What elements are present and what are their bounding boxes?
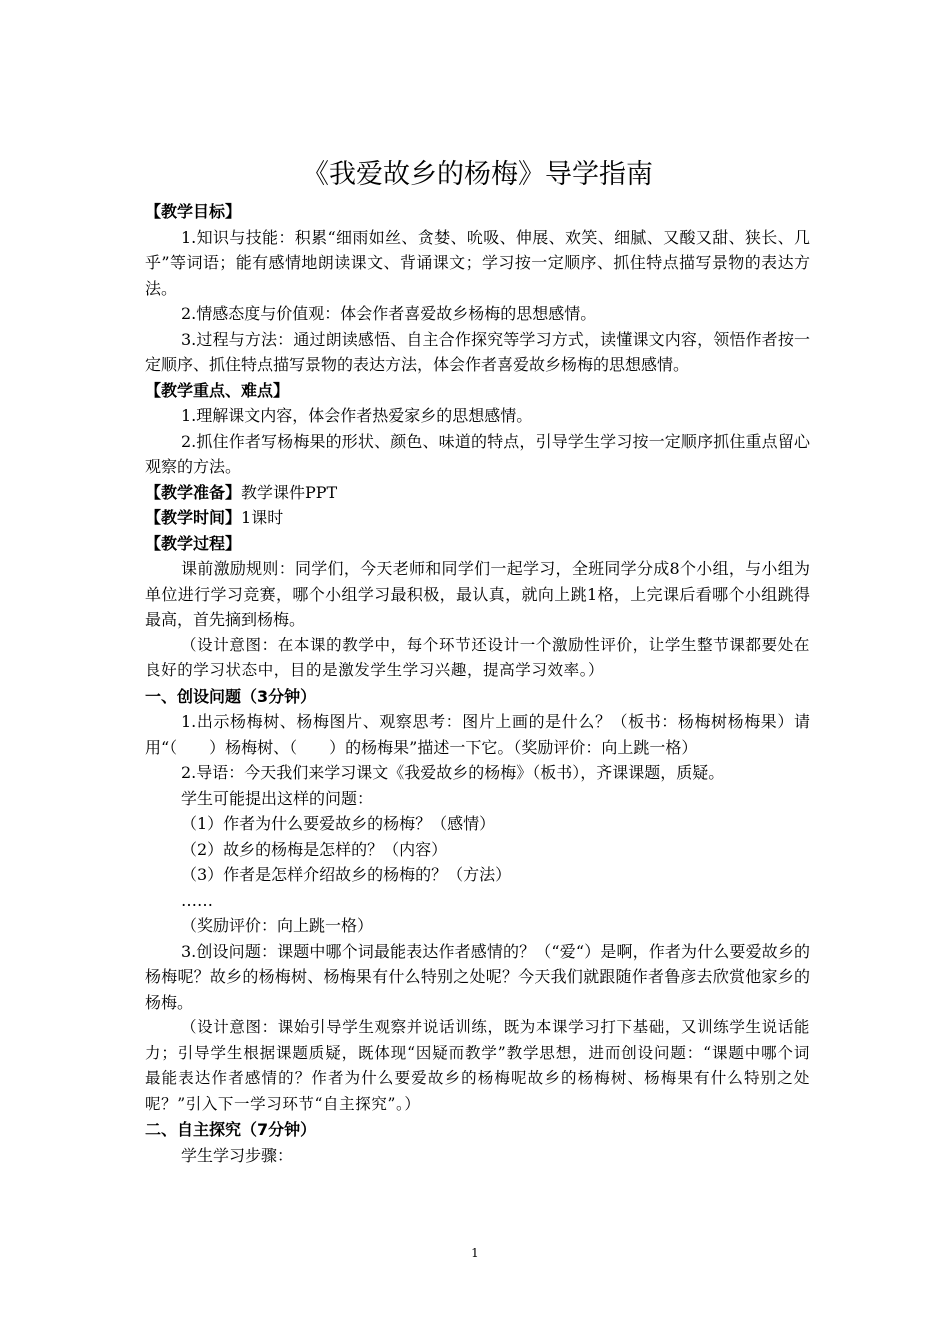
body-paragraph: 学生可能提出这样的问题： [181,788,374,808]
body-paragraph: 3.过程与方法：通过朗读感悟、自主合作探究等学习方式，读懂课文内容，领悟作者按一定顺序、抓住特点描写景物的表达方法，体会作者喜爱故乡杨梅的思想感情。 [145,329,810,374]
section-heading: 【教学目标】 [145,202,242,221]
body-paragraph: 3.创设问题：课题中哪个词最能表达作者感情的？（“爱“）是啊，作者为什么要爱故乡的杨梅呢？故乡的杨梅树、杨梅果有什么特别之处呢？今天我们就跟随作者鲁彦去欣赏他家乡的杨梅。 [145,941,810,1012]
page-title: 《我爱故乡的杨梅》导学指南 [302,159,653,190]
body-paragraph: （2）故乡的杨梅是怎样的？（内容） [181,839,448,859]
section-heading: 一、创设问题（3分钟） [145,686,317,706]
section-heading: 【教学过程】 [145,533,242,553]
line-label: 【教学时间】 [145,508,242,527]
page-number: 1 [471,1246,479,1260]
body-paragraph: 2.导语：今天我们来学习课文《我爱故乡的杨梅》（板书），齐课课题，质疑。 [181,763,725,782]
body-paragraph: 2.抓住作者写杨梅果的形状、颜色、味道的特点，引导学生学习按一定顺序抓住重点留心观察的方法。 [145,431,810,476]
labeled-line [145,505,810,531]
body-paragraph: （1）作者为什么要爱故乡的杨梅？（感情） [181,814,496,833]
design-note: （设计意图：课始引导学生观察并说话训练，既为本课学习打下基础，又训练学生说话能力；引导学生根据课题质疑，既体现“因疑而教学”教学思想，进而创设问题：“课题中哪个词最能表达作者感情的？作者为什么要爱故乡的杨梅呢故乡的杨梅树、杨梅果有什么特别之处呢？”引入下一学习环节“自主探究”。） [145,1018,810,1113]
body-paragraph: 1.理解课文内容，体会作者热爱家乡的思想感情。 [181,406,533,425]
body-paragraph: 学生学习步骤： [181,1145,294,1165]
body-paragraph: …… [181,890,213,910]
section-heading: 【教学重点、难点】 [145,380,290,400]
body-paragraph: 2.情感态度与价值观：体会作者喜爱故乡杨梅的思想感情。 [181,304,597,323]
line-value: 1课时 [241,508,284,527]
line-value: 教学课件PPT [241,482,338,502]
labeled-line [145,480,810,506]
body-paragraph: （3）作者是怎样介绍故乡的杨梅的？（方法） [181,865,512,884]
body-paragraph: 课前激励规则：同学们，今天老师和同学们一起学习，全班同学分成8个小组，与小组为单位进行学习竞赛，哪个小组学习最积极，最认真，就向上跳1格，上完课后看哪个小组跳得最高，首先摘到杨梅。 [145,559,810,629]
body-paragraph: 1.知识与技能：积累“细雨如丝、贪婪、吮吸、伸展、欢笑、细腻、又酸又甜、狭长、几乎”等词语；能有感情地朗读课文、背诵课文；学习按一定顺序、抓住特点描写景物的表达方法。 [145,227,810,298]
document-body [145,155,810,1168]
paragraph-list [145,199,810,1168]
body-paragraph: （奖励评价：向上跳一格） [181,916,374,935]
section-heading: 二、自主探究（7分钟） [145,1120,317,1139]
line-label: 【教学准备】 [145,482,242,502]
body-paragraph: 1.出示杨梅树、杨梅图片、观察思考：图片上画的是什么？（板书：杨梅树杨梅果）请用“（ ）杨梅树、（ ）的杨梅果”描述一下它。（奖励评价：向上跳一格） [145,712,810,757]
design-note: （设计意图：在本课的教学中，每个环节还设计一个激励性评价，让学生整节课都要处在良好的学习状态中，目的是激发学生学习兴趣，提高学习效率。） [145,635,810,679]
